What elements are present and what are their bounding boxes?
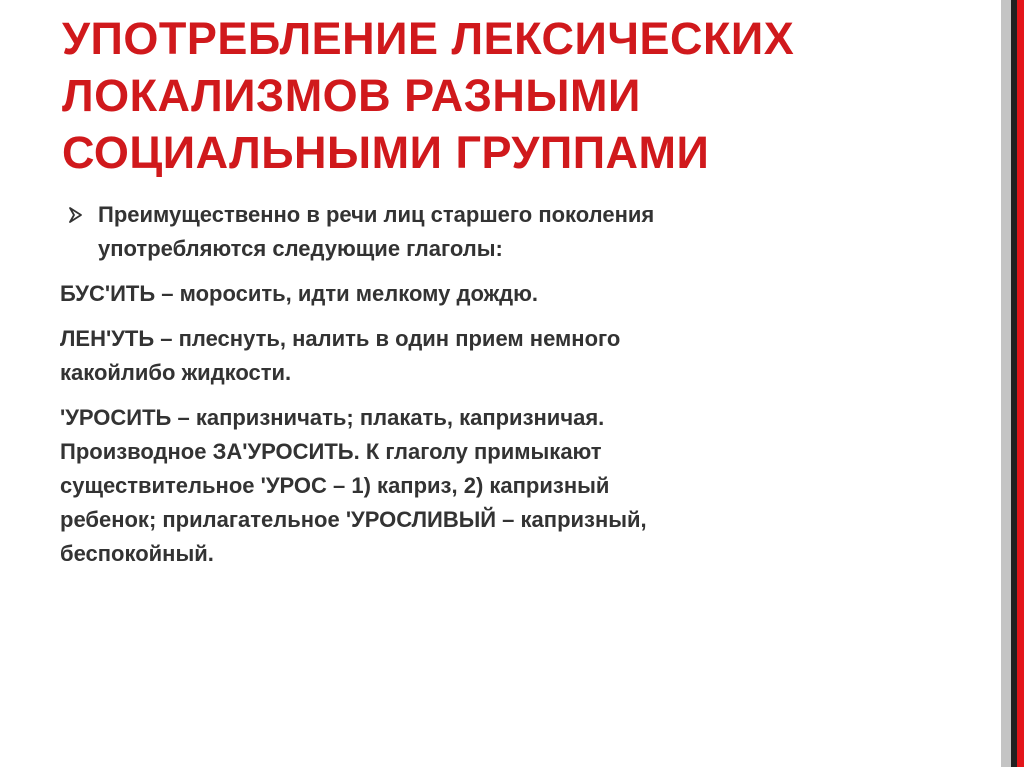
paragraph-line: существительное 'УРОС – 1) каприз, 2) капризный	[60, 473, 610, 498]
paragraph-line: ребенок; прилагательное 'УРОСЛИВЫЙ – капризный,	[60, 507, 647, 532]
paragraph-busit	[60, 277, 960, 311]
paragraph-line: какойлибо жидкости.	[60, 360, 292, 385]
slide-title-line-2: ЛОКАЛИЗМОВ РАЗНЫМИ	[62, 70, 641, 121]
slide-title-line-1: УПОТРЕБЛЕНИЕ ЛЕКСИЧЕСКИХ	[62, 13, 795, 64]
paragraph-line: беспокойный.	[60, 541, 214, 566]
paragraph-line: БУС'ИТЬ – моросить, идти мелкому дождю.	[60, 281, 539, 306]
bullet-text-line-1: Преимущественно в речи лиц старшего поколения	[98, 202, 655, 227]
slide-title-line-3: СОЦИАЛЬНЫМИ ГРУППАМИ	[62, 127, 710, 178]
arrow-outline-icon	[66, 198, 88, 232]
paragraph-line: ЛЕН'УТЬ – плеснуть, налить в один прием немного	[60, 326, 621, 351]
paragraph-line: Производное ЗА'УРОСИТЬ. К глаголу примыкают	[60, 439, 602, 464]
decorative-side-bar-gray	[1001, 0, 1011, 767]
slide-body	[60, 198, 960, 582]
bullet-text-line-2: употребляются следующие глаголы:	[98, 236, 503, 261]
bullet-item	[60, 198, 960, 266]
paragraph-lenut	[60, 322, 960, 390]
paragraph-urosit	[60, 401, 960, 571]
decorative-side-bar-red	[1017, 0, 1024, 767]
slide-title	[62, 10, 962, 181]
paragraph-line: 'УРОСИТЬ – капризничать; плакать, капризничая.	[60, 405, 605, 430]
